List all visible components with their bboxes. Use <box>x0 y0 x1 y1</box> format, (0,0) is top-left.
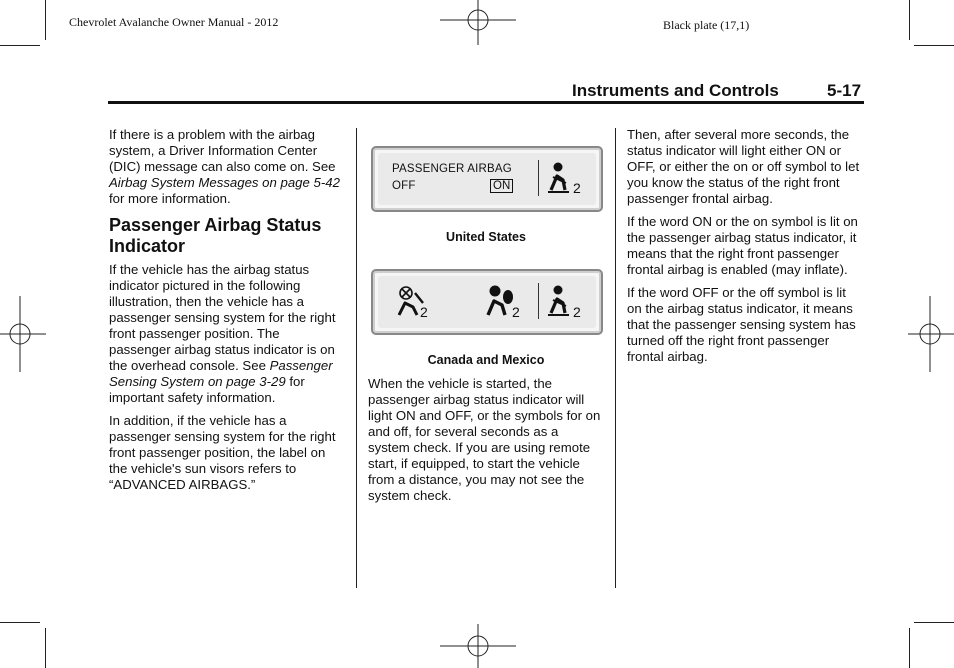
figure-caption: Canada and Mexico <box>427 353 545 367</box>
registration-target-icon <box>908 296 954 372</box>
section-title: Instruments and Controls <box>572 81 779 100</box>
paragraph: Then, after several more seconds, the status indicator will light either ON or OFF, or either the on or off symbol to let you know the status of the right front passenger frontal airbag. <box>627 127 860 206</box>
paragraph <box>109 127 344 207</box>
paragraph: In addition, if the vehicle has a passenger sensing system for the right front passenger position, the label on the vehicle's sun visors refers to “ADVANCED AIRBAGS.” <box>109 413 336 492</box>
registration-target-icon <box>0 296 46 372</box>
cross-reference-link[interactable]: Passenger Sensing System on page 3-29 <box>109 358 333 389</box>
paragraph-text: If the vehicle has the airbag status indicator pictured in the following illustration, then the vehicle has a passenger sensing system for the right front passenger position. The passenger airbag status indicator is on the overhead console. See <box>109 262 336 373</box>
cross-reference-link[interactable]: Airbag System Messages on page 5-42 <box>109 175 340 190</box>
seat-position-number: 2 <box>573 180 581 196</box>
canada-status-indicator-panel <box>371 269 603 335</box>
crop-mark-icon <box>914 622 954 623</box>
crop-mark-icon <box>909 628 910 668</box>
paragraph: When the vehicle is started, the passenger airbag status indicator will light ON and OFF, or the symbols for on and off, for several seconds as a system check. If you are using remote start, if equipped, to start the vehicle from a distance, you may not see the system check. <box>368 376 601 503</box>
paragraph: If the word OFF or the off symbol is lit on the airbag status indicator, it means that the passenger sensing system has turned off the right front passenger frontal airbag. <box>627 285 856 364</box>
manual-title: Chevrolet Avalanche Owner Manual - 2012 <box>69 15 279 29</box>
seat-position-number: 2 <box>573 304 581 320</box>
header-rule <box>108 101 864 104</box>
passenger-airbag-label: PASSENGER AIRBAG <box>392 163 512 175</box>
seat-position-number: 2 <box>420 304 428 320</box>
paragraph-text: for important safety information. <box>109 374 305 405</box>
paragraph <box>109 262 344 406</box>
plate-label: Black plate (17,1) <box>663 18 750 32</box>
on-label: ON <box>490 179 513 193</box>
crop-mark-icon <box>914 45 954 46</box>
crop-mark-icon <box>0 622 40 623</box>
column-middle <box>368 376 603 511</box>
registration-target-icon <box>440 0 516 46</box>
panel-separator <box>538 283 539 319</box>
column-right <box>627 127 863 372</box>
crop-mark-icon <box>45 628 46 668</box>
crop-mark-icon <box>0 45 40 46</box>
column-divider <box>356 128 357 588</box>
seat-position-number: 2 <box>512 304 520 320</box>
paragraph-text: for more information. <box>109 191 231 206</box>
figure-caption: United States <box>446 230 526 244</box>
registration-target-icon <box>440 624 516 668</box>
off-label: OFF <box>392 180 416 192</box>
paragraph-text: If there is a problem with the airbag system, a Driver Information Center (DIC) message can also come on. See <box>109 127 336 174</box>
us-status-indicator-panel <box>371 146 603 212</box>
page-number: 5-17 <box>827 81 862 100</box>
crop-mark-icon <box>45 0 46 40</box>
paragraph: If the word ON or the on symbol is lit on the passenger airbag status indicator, it means that the right front passenger frontal airbag is enabled (may inflate). <box>627 214 858 277</box>
crop-mark-icon <box>909 0 910 40</box>
panel-separator <box>538 160 539 196</box>
section-heading: Passenger Airbag Status Indicator <box>109 215 322 256</box>
column-left <box>109 127 344 500</box>
column-divider <box>615 128 616 588</box>
